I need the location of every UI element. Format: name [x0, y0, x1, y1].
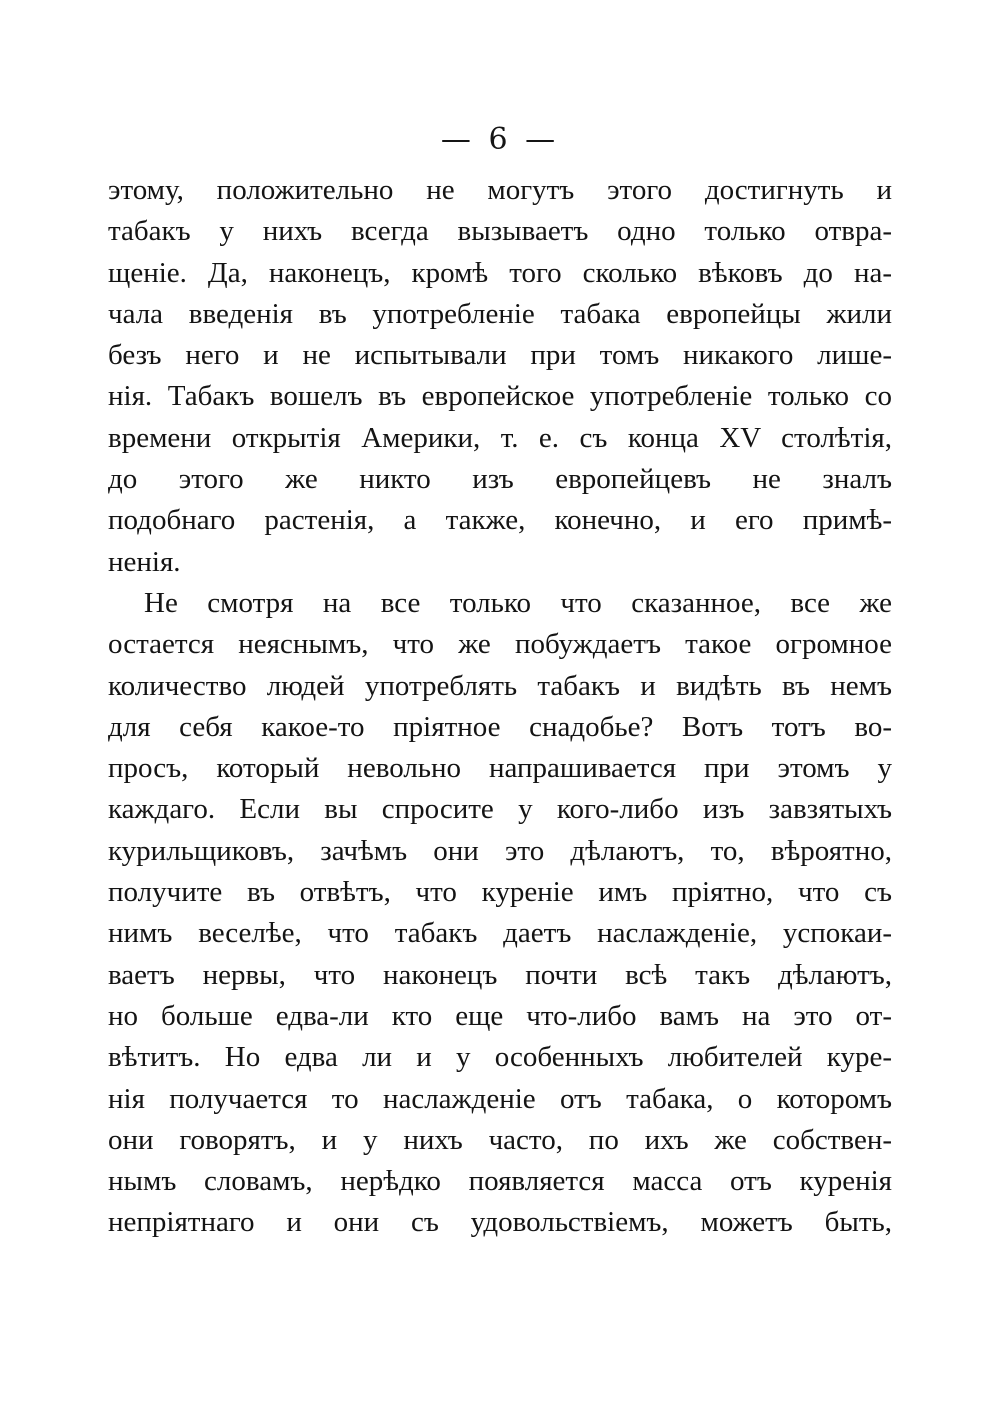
- text-line: вѣтитъ. Но едва ли и у особенныхъ любителей куре-: [108, 1041, 892, 1074]
- text-line: ненія.: [108, 545, 181, 578]
- text-line: просъ, который невольно напрашивается при этомъ у: [108, 752, 892, 785]
- text-line: ваетъ нервы, что наконецъ почти всѣ такъ дѣлаютъ,: [108, 958, 892, 991]
- text-line: Не смотря на все только что сказанное, все же: [144, 586, 892, 619]
- text-line: нымъ словамъ, нерѣдко появляется масса отъ куренія: [108, 1165, 892, 1198]
- text-line: подобнаго растенія, а также, конечно, и его примѣ-: [108, 504, 892, 537]
- text-line: нія получается то наслажденіе отъ табака, о которомъ: [108, 1082, 892, 1115]
- text-line: времени открытія Америки, т. е. съ конца XV столѣтія,: [108, 421, 892, 454]
- text-line: курильщиковъ, зачѣмъ они это дѣлаютъ, то, вѣроятно,: [108, 834, 892, 867]
- text-line: этому, положительно не могутъ этого достигнуть и: [108, 174, 892, 206]
- text-line: непріятнаго и они съ удовольствіемъ, можетъ быть,: [108, 1206, 892, 1239]
- text-line: нія. Табакъ вошелъ въ европейское употребленіе только со: [108, 380, 892, 413]
- text-line: до этого же никто изъ европейцевъ не зналъ: [108, 463, 892, 496]
- text-line: для себя какое-то пріятное снадобье? Вотъ тотъ во-: [108, 710, 892, 743]
- text-line: остается неяснымъ, что же побуждаетъ такое огромное: [108, 628, 892, 661]
- text-line: чала введенія въ употребленіе табака европейцы жили: [108, 297, 892, 330]
- page-number: — 6 —: [440, 122, 560, 157]
- text-line: они говорятъ, и у нихъ часто, по ихъ же собствен-: [108, 1123, 892, 1156]
- text-line: безъ него и не испытывали при томъ никакого лише-: [108, 339, 892, 372]
- text-line: получите въ отвѣтъ, что куреніе имъ пріятно, что съ: [108, 876, 892, 909]
- text-line: но больше едва-ли кто еще что-либо вамъ на это от-: [108, 999, 892, 1032]
- text-line: количество людей употреблять табакъ и видѣть въ немъ: [108, 669, 892, 702]
- text-line: табакъ у нихъ всегда вызываетъ одно только отвра-: [108, 215, 892, 248]
- body-text: [108, 170, 892, 1244]
- text-line: щеніе. Да, наконецъ, кромѣ того сколько вѣковъ до на-: [108, 256, 892, 289]
- text-line: нимъ веселѣе, что табакъ даетъ наслажденіе, успокаи-: [108, 917, 892, 950]
- text-line: каждаго. Если вы спросите у кого-либо изъ завзятыхъ: [108, 793, 892, 826]
